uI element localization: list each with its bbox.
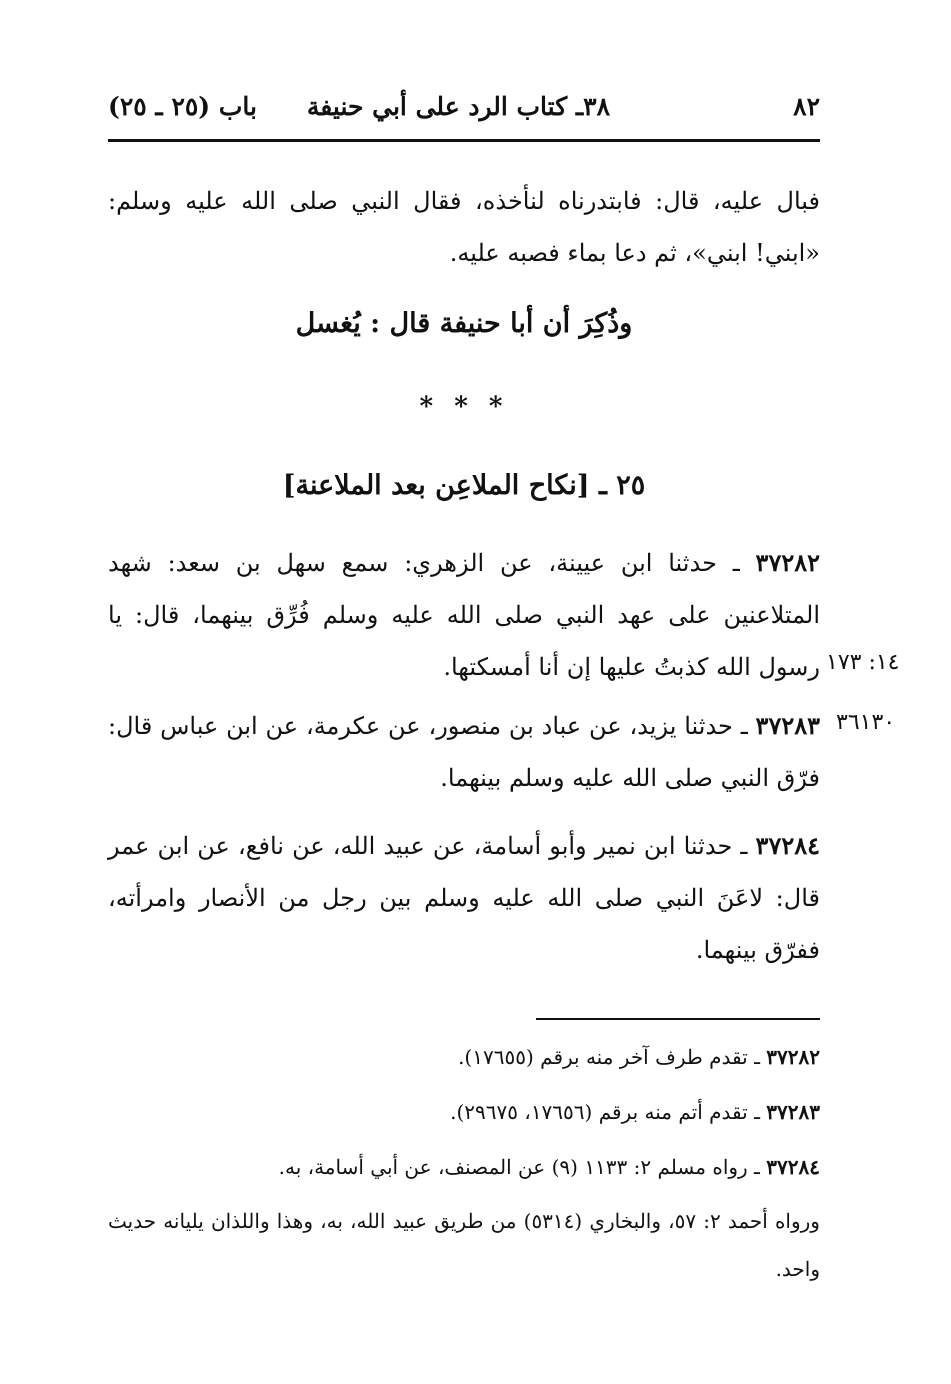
margin-reference: ٣٦١٣٠ <box>836 710 896 735</box>
footnote-continuation: ورواه أحمد ٢: ٥٧، والبخاري (٥٣١٤) من طريق عبيد الله، به، وهذا واللذان يليانه حديث واحد. <box>108 1209 820 1281</box>
footnote-number: ٣٧٢٨٢ <box>766 1045 820 1069</box>
hadith-number: ٣٧٢٨٤ <box>755 831 820 860</box>
page-number: ٨٢ <box>793 92 820 121</box>
page-header <box>108 92 820 132</box>
hadith-text: ـ حدثنا يزيد، عن عباد بن منصور، عن عكرمة، عن ابن عباس قال: فرّق النبي صلى الله عليه وسلم بينهما. <box>108 712 820 792</box>
hadith-paragraph <box>108 537 820 693</box>
chapter-heading: ٢٥ ـ [نكاح الملاعِن بعد الملاعنة] <box>282 470 646 501</box>
footnote-rule <box>536 1018 820 1020</box>
book-title: ٣٨ـ كتاب الرد على أبي حنيفة <box>306 92 610 121</box>
hadith-number: ٣٧٢٨٢ <box>755 548 820 577</box>
footnote <box>108 1088 820 1136</box>
section-separator: * * * <box>419 392 509 422</box>
chapter-reference: باب (٢٥ ـ ٢٥) <box>108 92 257 121</box>
statement-heading: وذُكِرَ أن أبا حنيفة قال : يُغسل <box>295 308 633 339</box>
hadith-paragraph <box>108 700 820 804</box>
footnote-number: ٣٧٢٨٣ <box>766 1100 820 1124</box>
footnote <box>108 1143 820 1191</box>
footnote-text: ـ تقدم أتم منه برقم (١٧٦٥٦، ٢٩٦٧٥). <box>450 1100 767 1124</box>
footnote <box>108 1033 820 1081</box>
hadith-number: ٣٧٢٨٣ <box>755 711 820 740</box>
footnote-number: ٣٧٢٨٤ <box>766 1155 820 1179</box>
footnote-text: ـ تقدم طرف آخر منه برقم (١٧٦٥٥). <box>458 1045 767 1069</box>
margin-reference: ١٤: ١٧٣ <box>826 650 900 675</box>
footnote-text: ـ رواه مسلم ٢: ١١٣٣ (٩) عن المصنف، عن أبي أسامة، به. <box>278 1155 767 1179</box>
continuation-paragraph: فبال عليه، قال: فابتدرناه لنأخذه، فقال النبي صلى الله عليه وسلم: «ابني! ابني»، ثم دعا بماء فصبه عليه. <box>108 187 820 267</box>
hadith-text: ـ حدثنا ابن عيينة، عن الزهري: سمع سهل بن سعد: شهد المتلاعنين على عهد النبي صلى الله عليه وسلم فُرِّق بينهما، قال: يا رسول الله كذبتُ عليها إن أنا أمسكتها. <box>108 549 820 681</box>
header-rule <box>108 139 820 142</box>
hadith-text: ـ حدثنا ابن نمير وأبو أسامة، عن عبيد الله، عن نافع، عن ابن عمر قال: لاعَنَ النبي صلى الله عليه وسلم بين رجل من الأنصار وامرأته، ففرّق بينهما. <box>108 832 820 964</box>
hadith-paragraph <box>108 820 820 976</box>
